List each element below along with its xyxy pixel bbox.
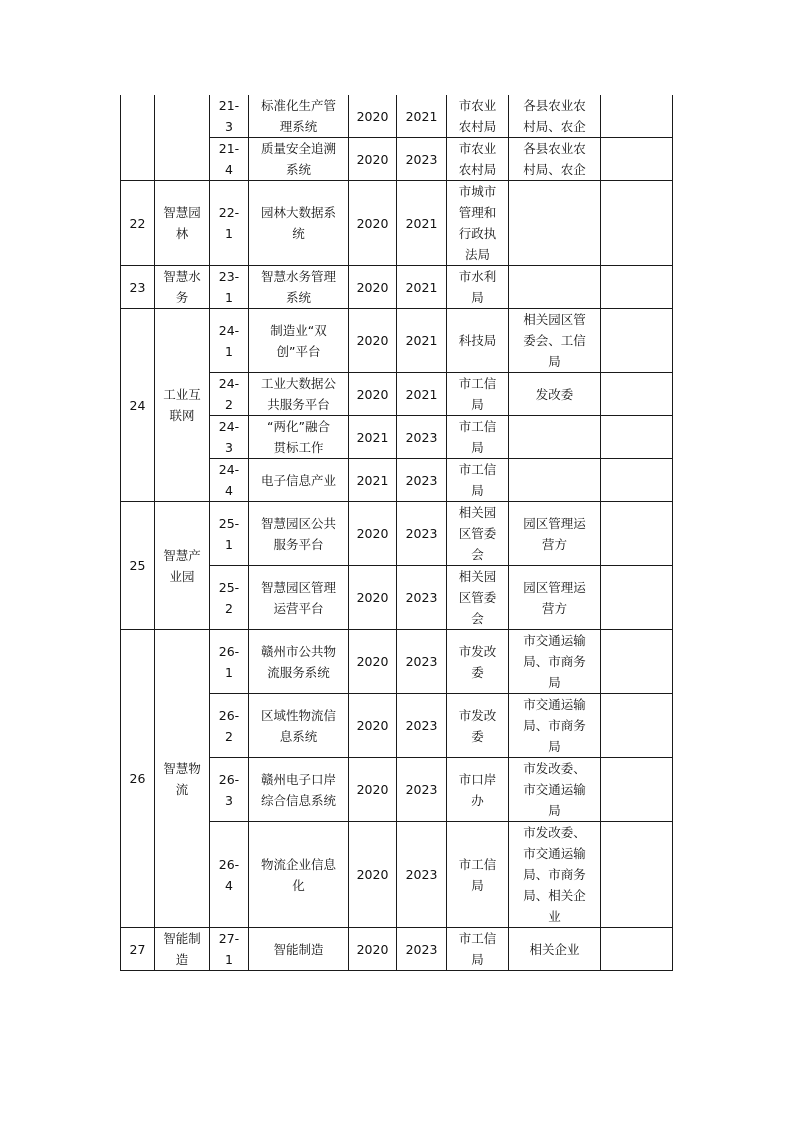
- cell-sub-number: [210, 630, 249, 694]
- cell-text-line: 流: [175, 781, 189, 797]
- cell-text-line: 21-: [218, 141, 240, 156]
- cell-partner-departments: [509, 822, 601, 928]
- cell-text-line: 1: [225, 664, 233, 680]
- cell-text: 23: [129, 279, 146, 295]
- cell-text-line: 业园: [169, 568, 195, 584]
- cell-text: 2023: [405, 782, 438, 797]
- cell-text-line: 区管委: [458, 526, 497, 541]
- cell-partner-departments: [509, 266, 601, 309]
- cell-text: 2023: [405, 867, 438, 882]
- cell-text-line: 服务平台: [273, 536, 324, 552]
- cell-text-line: 4: [225, 162, 233, 177]
- cell-text-line: 2: [225, 728, 233, 744]
- cell-text-line: 园区管理运: [523, 515, 586, 531]
- cell-start-year: [349, 694, 397, 758]
- cell-text-line: 赣州市公共物: [260, 643, 336, 659]
- cell-text-line: 25-: [218, 515, 240, 531]
- cell-text-line: 统: [292, 226, 305, 241]
- cell-text-line: 智慧产: [163, 547, 201, 563]
- cell-text-line: 村局、农企: [523, 162, 586, 177]
- cell-sub-number: [210, 95, 249, 138]
- cell-text: 25: [129, 558, 146, 573]
- cell-text-line: 联网: [169, 408, 195, 423]
- cell-text-line: 业: [548, 909, 561, 924]
- cell-text-line: 市发改: [458, 643, 497, 659]
- cell-text-line: 局: [548, 354, 561, 369]
- cell-lead-department: [447, 266, 509, 309]
- cell-partner-departments: [509, 416, 601, 459]
- cell-project-name: [249, 502, 349, 566]
- cell-text: 相关企业: [529, 941, 580, 957]
- cell-text-line: 创”平台: [276, 343, 321, 359]
- cell-category: [155, 928, 210, 971]
- cell-start-year: [349, 630, 397, 694]
- cell-end-year: [397, 928, 447, 971]
- cell-text-line: 村局、农企: [523, 119, 586, 134]
- cell-text-line: 市工信: [458, 419, 497, 434]
- cell-project-name: [249, 95, 349, 138]
- cell-text-line: 市交通运输: [523, 782, 586, 797]
- cell-text-line: 营方: [541, 600, 567, 616]
- cell-text-line: 局、市商务: [523, 718, 586, 733]
- cell-text-line: 务: [175, 290, 189, 305]
- cell-lead-department: [447, 459, 509, 502]
- cell-text: 2020: [356, 941, 389, 957]
- cell-text-line: 园林大数据系: [260, 205, 336, 220]
- cell-text-line: 理系统: [279, 119, 318, 134]
- cell-text-line: 行政执: [458, 226, 497, 241]
- cell-text: 2023: [405, 654, 438, 669]
- cell-category: [155, 630, 210, 928]
- cell-item-number: [121, 630, 155, 928]
- cell-category: [155, 95, 210, 181]
- cell-text-line: 化: [292, 877, 305, 893]
- cell-category: [155, 502, 210, 630]
- project-table: [120, 95, 673, 971]
- table-row: [121, 309, 673, 373]
- cell-project-name: [249, 138, 349, 181]
- cell-partner-departments: [509, 309, 601, 373]
- cell-text: 2021: [405, 333, 438, 348]
- cell-partner-departments: [509, 694, 601, 758]
- cell-start-year: [349, 758, 397, 822]
- cell-item-number: [121, 309, 155, 502]
- cell-text-line: 24-: [218, 462, 240, 477]
- cell-remarks: [601, 95, 673, 138]
- cell-text: 电子信息产业: [260, 472, 336, 488]
- cell-text: 2023: [405, 526, 438, 541]
- cell-text-line: 21-: [218, 98, 240, 113]
- cell-project-name: [249, 630, 349, 694]
- cell-text-line: 各县农业农: [523, 98, 586, 113]
- cell-text-line: 局: [471, 483, 484, 498]
- cell-text-line: 运营平台: [273, 600, 324, 616]
- cell-remarks: [601, 181, 673, 266]
- cell-text: 24: [129, 397, 146, 413]
- cell-text-line: 局: [471, 952, 484, 967]
- cell-text-line: 1: [225, 536, 233, 552]
- cell-text-line: 委: [471, 728, 484, 744]
- cell-text-line: 营方: [541, 536, 567, 552]
- cell-start-year: [349, 309, 397, 373]
- cell-text-line: 局: [471, 290, 484, 305]
- cell-text: 2020: [356, 867, 389, 882]
- cell-end-year: [397, 181, 447, 266]
- cell-text: 2023: [405, 941, 438, 957]
- cell-text-line: 1: [225, 952, 233, 967]
- cell-end-year: [397, 502, 447, 566]
- cell-text-line: 造: [175, 952, 189, 967]
- cell-sub-number: [210, 459, 249, 502]
- cell-end-year: [397, 459, 447, 502]
- cell-text-line: 市水利: [458, 269, 497, 284]
- cell-partner-departments: [509, 566, 601, 630]
- cell-text-line: 流服务系统: [267, 664, 330, 680]
- cell-text-line: 林: [175, 226, 189, 241]
- cell-text-line: 市农业: [458, 141, 497, 156]
- cell-text: 22: [129, 215, 146, 231]
- cell-sub-number: [210, 694, 249, 758]
- cell-text-line: 局、市商务: [523, 867, 586, 882]
- cell-start-year: [349, 566, 397, 630]
- cell-text-line: 23-: [218, 269, 240, 284]
- cell-category: [155, 309, 210, 502]
- cell-text-line: 22-: [218, 205, 240, 220]
- cell-item-number: [121, 928, 155, 971]
- cell-end-year: [397, 630, 447, 694]
- cell-text: 2020: [356, 151, 389, 167]
- cell-category: [155, 266, 210, 309]
- cell-remarks: [601, 502, 673, 566]
- cell-start-year: [349, 502, 397, 566]
- cell-remarks: [601, 566, 673, 630]
- cell-text: 科技局: [458, 333, 497, 348]
- cell-text: 2021: [405, 108, 438, 124]
- cell-text-line: 局、相关企: [523, 888, 586, 903]
- cell-project-name: [249, 181, 349, 266]
- cell-text-line: 园区管理运: [523, 579, 586, 595]
- cell-text-line: 2: [225, 397, 233, 412]
- cell-text: 2020: [356, 108, 389, 124]
- cell-text: 发改委: [535, 386, 574, 402]
- cell-text: 2023: [405, 590, 438, 605]
- cell-partner-departments: [509, 630, 601, 694]
- cell-text-line: 25-: [218, 579, 240, 595]
- cell-text-line: 局、市商务: [523, 654, 586, 669]
- cell-text: 2020: [356, 333, 389, 348]
- cell-text-line: 共服务平台: [267, 397, 330, 412]
- cell-project-name: [249, 822, 349, 928]
- cell-text-line: 26-: [218, 771, 240, 787]
- cell-remarks: [601, 928, 673, 971]
- cell-item-number: [121, 95, 155, 181]
- cell-end-year: [397, 758, 447, 822]
- cell-text-line: 市口岸: [458, 771, 497, 787]
- cell-text-line: 市发改: [458, 707, 497, 723]
- cell-end-year: [397, 373, 447, 416]
- cell-text-line: 智慧园区管理: [260, 579, 336, 595]
- cell-start-year: [349, 416, 397, 459]
- cell-text-line: 24-: [218, 322, 240, 338]
- cell-text-line: 市交通运输: [523, 846, 586, 861]
- cell-start-year: [349, 822, 397, 928]
- cell-partner-departments: [509, 502, 601, 566]
- cell-start-year: [349, 266, 397, 309]
- cell-end-year: [397, 95, 447, 138]
- cell-text-line: 局: [471, 397, 484, 412]
- cell-text-line: 26-: [218, 856, 240, 872]
- cell-text-line: 市农业: [458, 98, 497, 113]
- cell-text-line: 局: [548, 675, 561, 690]
- cell-partner-departments: [509, 95, 601, 138]
- cell-text: 2021: [405, 279, 438, 295]
- cell-start-year: [349, 373, 397, 416]
- cell-text-line: 工业互: [163, 387, 201, 402]
- cell-sub-number: [210, 502, 249, 566]
- cell-lead-department: [447, 566, 509, 630]
- cell-project-name: [249, 373, 349, 416]
- cell-remarks: [601, 416, 673, 459]
- cell-text-line: 农村局: [458, 119, 497, 134]
- cell-sub-number: [210, 266, 249, 309]
- cell-text: 2020: [356, 782, 389, 797]
- cell-text-line: 1: [225, 290, 233, 305]
- cell-partner-departments: [509, 758, 601, 822]
- cell-text-line: 农村局: [458, 162, 497, 177]
- cell-text-line: 市工信: [458, 376, 497, 391]
- table-row: [121, 928, 673, 971]
- cell-item-number: [121, 181, 155, 266]
- cell-sub-number: [210, 566, 249, 630]
- cell-text-line: 相关园: [458, 505, 497, 520]
- cell-text-line: 智慧园区公共: [260, 515, 336, 531]
- cell-text-line: 市发改委、: [523, 761, 586, 776]
- table-row: [121, 630, 673, 694]
- cell-item-number: [121, 266, 155, 309]
- cell-sub-number: [210, 758, 249, 822]
- cell-text: 26: [129, 771, 146, 786]
- cell-text-line: 2: [225, 600, 233, 616]
- cell-start-year: [349, 459, 397, 502]
- cell-remarks: [601, 822, 673, 928]
- cell-text-line: 区域性物流信: [260, 707, 336, 723]
- cell-text-line: 26-: [218, 643, 240, 659]
- cell-sub-number: [210, 822, 249, 928]
- cell-remarks: [601, 266, 673, 309]
- cell-text-line: 智慧物: [163, 760, 201, 776]
- cell-lead-department: [447, 928, 509, 971]
- cell-text-line: 局: [471, 440, 484, 455]
- cell-text-line: 局: [548, 739, 561, 754]
- cell-text-line: 3: [225, 792, 233, 808]
- cell-lead-department: [447, 630, 509, 694]
- cell-end-year: [397, 266, 447, 309]
- cell-lead-department: [447, 309, 509, 373]
- cell-text-line: 1: [225, 343, 233, 359]
- cell-text-line: 系统: [285, 290, 311, 305]
- cell-sub-number: [210, 138, 249, 181]
- cell-text-line: 市交通运输: [523, 697, 586, 712]
- cell-text-line: 会: [471, 547, 484, 562]
- cell-text: 2020: [356, 526, 389, 541]
- cell-text-line: 局: [548, 803, 561, 818]
- cell-text-line: 市工信: [458, 462, 497, 477]
- cell-project-name: [249, 758, 349, 822]
- cell-text: 2020: [356, 215, 389, 231]
- cell-lead-department: [447, 822, 509, 928]
- cell-category: [155, 181, 210, 266]
- cell-text: 2020: [356, 654, 389, 669]
- cell-lead-department: [447, 181, 509, 266]
- cell-text-line: 区管委: [458, 590, 497, 605]
- cell-text-line: 相关园: [458, 569, 497, 584]
- cell-lead-department: [447, 373, 509, 416]
- cell-text-line: 委会、工信: [523, 333, 586, 348]
- cell-sub-number: [210, 309, 249, 373]
- cell-text: 2020: [356, 590, 389, 605]
- cell-text-line: 智慧水: [163, 269, 201, 284]
- cell-text-line: 1: [225, 226, 233, 241]
- cell-text-line: 局: [471, 877, 484, 893]
- cell-text: 2021: [405, 215, 438, 231]
- cell-text-line: 市交通运输: [523, 633, 586, 648]
- cell-remarks: [601, 758, 673, 822]
- cell-text-line: 委: [471, 664, 484, 680]
- cell-remarks: [601, 138, 673, 181]
- cell-end-year: [397, 566, 447, 630]
- cell-text: 2021: [405, 386, 438, 402]
- cell-lead-department: [447, 502, 509, 566]
- cell-lead-department: [447, 95, 509, 138]
- cell-text-line: 管理和: [458, 205, 497, 220]
- cell-text-line: 26-: [218, 707, 240, 723]
- cell-text-line: 3: [225, 119, 233, 134]
- cell-lead-department: [447, 138, 509, 181]
- cell-start-year: [349, 95, 397, 138]
- cell-remarks: [601, 630, 673, 694]
- cell-sub-number: [210, 416, 249, 459]
- cell-project-name: [249, 459, 349, 502]
- cell-text-line: 27-: [218, 931, 240, 946]
- cell-text-line: 智慧水务管理: [260, 269, 336, 284]
- cell-sub-number: [210, 373, 249, 416]
- cell-text-line: 智能制: [163, 931, 201, 946]
- cell-text-line: 办: [471, 792, 484, 808]
- cell-sub-number: [210, 181, 249, 266]
- cell-item-number: [121, 502, 155, 630]
- cell-text-line: 赣州电子口岸: [260, 771, 336, 787]
- table-row: [121, 502, 673, 566]
- cell-partner-departments: [509, 138, 601, 181]
- table-body: [121, 95, 673, 971]
- table-row: [121, 95, 673, 138]
- cell-text-line: 工业大数据公: [260, 376, 336, 391]
- cell-remarks: [601, 694, 673, 758]
- cell-partner-departments: [509, 928, 601, 971]
- cell-text-line: 法局: [464, 247, 490, 262]
- cell-text: 2020: [356, 718, 389, 733]
- cell-text-line: 相关园区管: [523, 312, 586, 327]
- cell-text-line: 息系统: [279, 728, 318, 744]
- cell-text-line: 制造业“双: [270, 322, 327, 338]
- cell-text: 2021: [356, 429, 389, 445]
- cell-project-name: [249, 309, 349, 373]
- cell-text: 2023: [405, 151, 438, 167]
- cell-partner-departments: [509, 181, 601, 266]
- cell-text: 2020: [356, 386, 389, 402]
- cell-end-year: [397, 309, 447, 373]
- cell-lead-department: [447, 416, 509, 459]
- cell-start-year: [349, 928, 397, 971]
- cell-text-line: “两化”融合: [267, 419, 330, 434]
- cell-text-line: 会: [471, 611, 484, 626]
- cell-text-line: 市发改委、: [523, 825, 586, 840]
- cell-text: 2023: [405, 718, 438, 733]
- cell-text-line: 各县农业农: [523, 141, 586, 156]
- cell-text-line: 系统: [285, 162, 311, 177]
- cell-remarks: [601, 459, 673, 502]
- cell-start-year: [349, 181, 397, 266]
- cell-project-name: [249, 566, 349, 630]
- cell-text-line: 4: [225, 877, 233, 893]
- cell-end-year: [397, 822, 447, 928]
- cell-text-line: 贯标工作: [273, 440, 324, 455]
- table-row: [121, 266, 673, 309]
- cell-end-year: [397, 416, 447, 459]
- cell-sub-number: [210, 928, 249, 971]
- cell-lead-department: [447, 694, 509, 758]
- cell-text: 2020: [356, 279, 389, 295]
- cell-text-line: 市工信: [458, 856, 497, 872]
- cell-project-name: [249, 694, 349, 758]
- cell-text: 智能制造: [273, 941, 324, 957]
- cell-text: 27: [129, 941, 146, 957]
- cell-partner-departments: [509, 373, 601, 416]
- cell-text-line: 物流企业信息: [260, 856, 336, 872]
- cell-end-year: [397, 694, 447, 758]
- cell-partner-departments: [509, 459, 601, 502]
- cell-project-name: [249, 928, 349, 971]
- cell-text-line: 4: [225, 483, 233, 498]
- cell-text-line: 24-: [218, 376, 240, 391]
- cell-text-line: 质量安全追溯: [260, 141, 336, 156]
- cell-text: 2021: [356, 472, 389, 488]
- cell-text: 2023: [405, 429, 438, 445]
- cell-start-year: [349, 138, 397, 181]
- cell-lead-department: [447, 758, 509, 822]
- table-row: [121, 181, 673, 266]
- cell-text-line: 综合信息系统: [260, 792, 336, 808]
- cell-remarks: [601, 309, 673, 373]
- cell-project-name: [249, 266, 349, 309]
- cell-text-line: 市城市: [458, 184, 497, 199]
- cell-text-line: 3: [225, 440, 233, 455]
- cell-text-line: 标准化生产管: [260, 98, 336, 113]
- cell-project-name: [249, 416, 349, 459]
- cell-remarks: [601, 373, 673, 416]
- cell-text-line: 智慧园: [163, 205, 201, 220]
- cell-text-line: 市工信: [458, 931, 497, 946]
- cell-text: 2023: [405, 472, 438, 488]
- cell-text-line: 24-: [218, 419, 240, 434]
- cell-end-year: [397, 138, 447, 181]
